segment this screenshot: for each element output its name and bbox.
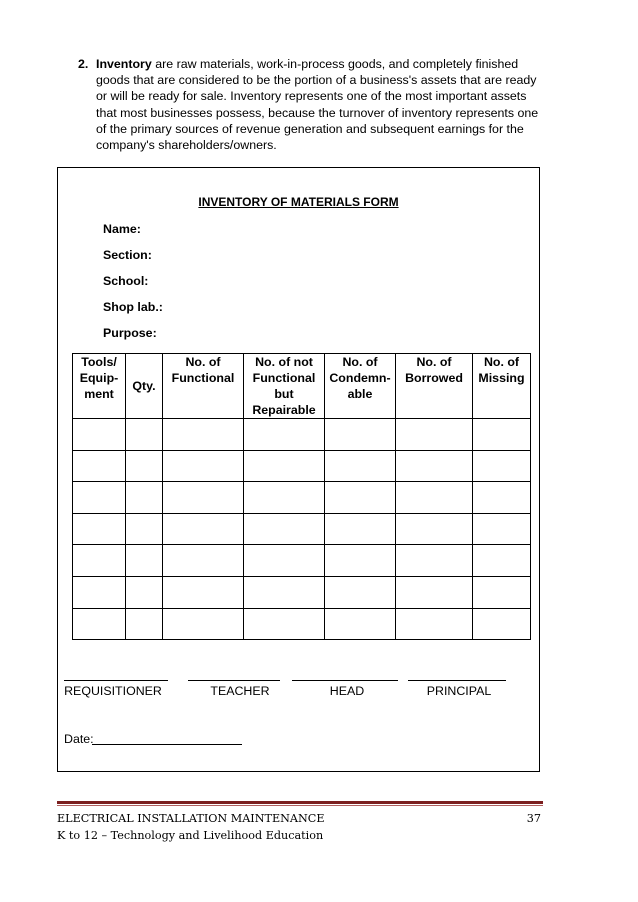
date-label: Date: — [64, 732, 94, 746]
table-cell[interactable] — [396, 545, 473, 577]
footer-course-title: ELECTRICAL INSTALLATION MAINTENANCE — [57, 812, 325, 825]
table-row — [73, 419, 531, 451]
table-cell[interactable] — [473, 545, 531, 577]
table-cell[interactable] — [325, 419, 396, 451]
paragraph-text — [96, 56, 548, 153]
inventory-table — [72, 353, 531, 640]
table-cell[interactable] — [244, 545, 325, 577]
col-qty: Qty. — [126, 354, 163, 419]
signatory-principal: PRINCIPAL — [426, 684, 492, 698]
table-cell[interactable] — [163, 608, 244, 640]
page-number: 37 — [526, 812, 541, 825]
table-cell[interactable] — [325, 545, 396, 577]
table-cell[interactable] — [396, 576, 473, 608]
table-cell[interactable] — [325, 608, 396, 640]
table-cell[interactable] — [73, 576, 126, 608]
table-row — [73, 513, 531, 545]
footer-rule — [57, 801, 543, 804]
form-title: INVENTORY OF MATERIALS FORM — [198, 195, 399, 209]
table-cell[interactable] — [163, 450, 244, 482]
col-borrowed: No. of Borrowed — [396, 354, 473, 419]
table-cell[interactable] — [73, 513, 126, 545]
col-condemnable: No. of Condemn- able — [325, 354, 396, 419]
table-cell[interactable] — [396, 608, 473, 640]
table-cell[interactable] — [473, 419, 531, 451]
table-cell[interactable] — [396, 482, 473, 514]
table-cell[interactable] — [244, 608, 325, 640]
table-cell[interactable] — [325, 482, 396, 514]
table-cell[interactable] — [396, 450, 473, 482]
item-number: 2. — [78, 57, 89, 71]
signatory-head: HEAD — [329, 684, 365, 698]
table-cell[interactable] — [473, 513, 531, 545]
table-cell[interactable] — [396, 419, 473, 451]
table-cell[interactable] — [244, 450, 325, 482]
col-functional: No. of Functional — [163, 354, 244, 419]
signature-line-head — [292, 680, 398, 681]
table-cell[interactable] — [126, 576, 163, 608]
table-cell[interactable] — [325, 450, 396, 482]
table-cell[interactable] — [163, 513, 244, 545]
field-section-label: Section: — [103, 248, 152, 262]
table-cell[interactable] — [73, 482, 126, 514]
signature-line-teacher — [188, 680, 280, 681]
table-cell[interactable] — [396, 513, 473, 545]
signatory-requisitioner: REQUISITIONER — [64, 684, 162, 698]
col-missing: No. of Missing — [473, 354, 531, 419]
table-row — [73, 450, 531, 482]
field-name-label: Name: — [103, 222, 141, 236]
table-cell[interactable] — [325, 576, 396, 608]
table-cell[interactable] — [163, 419, 244, 451]
table-row — [73, 608, 531, 640]
table-cell[interactable] — [325, 513, 396, 545]
table-cell[interactable] — [473, 482, 531, 514]
table-cell[interactable] — [473, 608, 531, 640]
paragraph-body: are raw materials, work-in-process goods, and completely finished goods that are considered to be the portion of a business's assets that are ready or will be ready for sale. Inventory represents one of the most important assets that most businesses possess, because the turnover of inventory represents one of the primary sources of revenue generation and subsequent earnings for the company's shareholders/owners. — [96, 57, 539, 153]
table-cell[interactable] — [163, 576, 244, 608]
field-school-label: School: — [103, 274, 149, 288]
table-cell[interactable] — [473, 450, 531, 482]
footer-rule-thin — [57, 805, 543, 806]
table-row — [73, 545, 531, 577]
table-cell[interactable] — [126, 450, 163, 482]
table-cell[interactable] — [73, 419, 126, 451]
table-cell[interactable] — [73, 608, 126, 640]
signatory-teacher: TEACHER — [210, 684, 270, 698]
col-not-functional-repairable: No. of not Functional but Repairable — [244, 354, 325, 419]
table-cell[interactable] — [126, 545, 163, 577]
table-cell[interactable] — [163, 482, 244, 514]
term-inventory: Inventory — [96, 57, 152, 71]
signature-line-requisitioner — [64, 680, 168, 681]
table-cell[interactable] — [244, 576, 325, 608]
footer-subtitle: K to 12 – Technology and Livelihood Education — [57, 829, 324, 842]
table-row — [73, 482, 531, 514]
signature-line-principal — [408, 680, 506, 681]
table-header-row — [73, 354, 531, 419]
table-cell[interactable] — [244, 513, 325, 545]
table-cell[interactable] — [73, 545, 126, 577]
table-cell[interactable] — [126, 608, 163, 640]
table-cell[interactable] — [473, 576, 531, 608]
table-cell[interactable] — [244, 482, 325, 514]
inventory-form — [57, 167, 540, 772]
field-shoplab-label: Shop lab.: — [103, 300, 163, 314]
field-purpose-label: Purpose: — [103, 326, 157, 340]
table-row — [73, 576, 531, 608]
table-cell[interactable] — [163, 545, 244, 577]
table-cell[interactable] — [73, 450, 126, 482]
table-cell[interactable] — [126, 513, 163, 545]
table-cell[interactable] — [126, 482, 163, 514]
inventory-paragraph — [78, 56, 548, 153]
table-cell[interactable] — [126, 419, 163, 451]
col-tools-equipment: Tools/ Equip- ment — [73, 354, 126, 419]
table-cell[interactable] — [244, 419, 325, 451]
date-line — [92, 744, 242, 745]
